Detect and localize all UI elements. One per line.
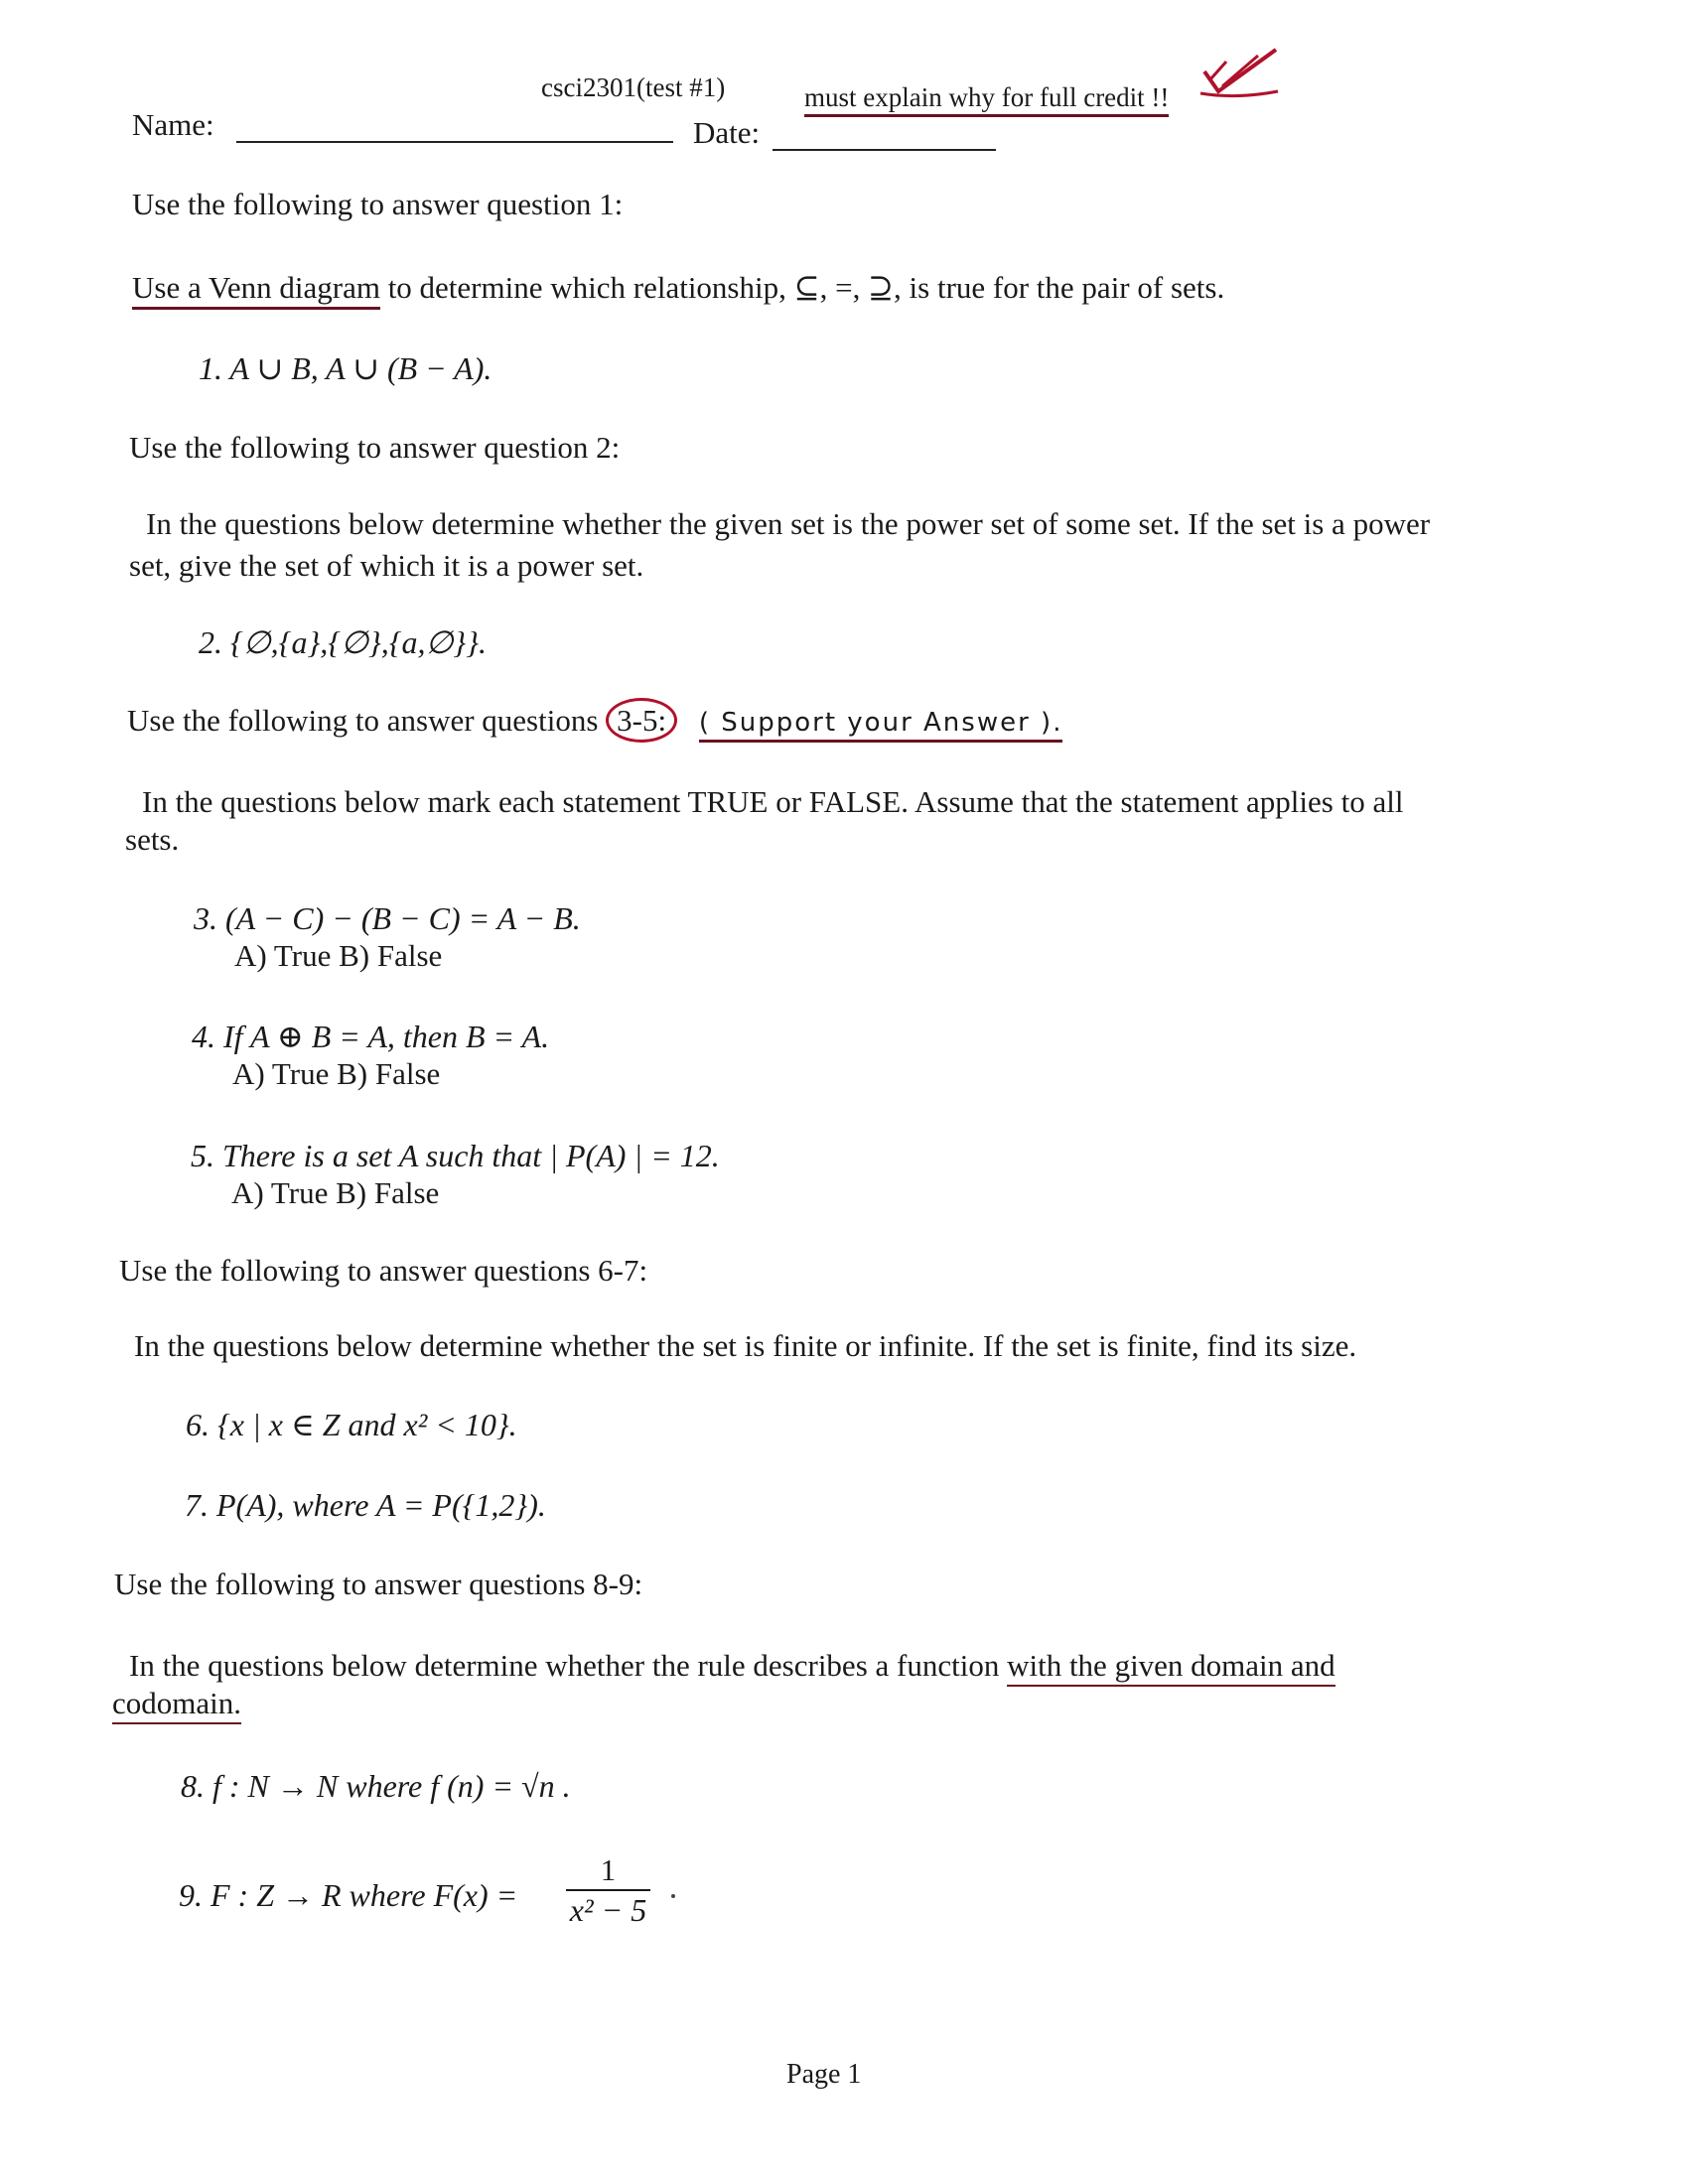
section4-line: In the questions below determine whether the set is finite or infinite. If the set is finite, find its size. [134,1328,1357,1363]
question-7: 7. P(A), where A = P({1,2}). [185,1487,546,1523]
credit-note [804,79,1169,115]
section3-intro-text: Use the following to answer questions [127,703,599,738]
question-4: 4. If A ⊕ B = A, then B = A. [192,1019,550,1054]
question-5-options: A) True B) False [231,1175,440,1210]
name-label: Name: [132,107,214,142]
question-3: 3. (A − C) − (B − C) = A − B. [194,900,581,936]
question-2: 2. {∅,{a},{∅},{a,∅}}. [199,624,487,660]
date-label: Date: [693,115,761,150]
question-4-options: A) True B) False [232,1056,441,1091]
section1-instruction [132,270,1224,306]
section3-intro [127,703,1062,741]
section3-line1: In the questions below mark each statement TRUE or FALSE. Assume that the statement applies to all [142,784,1404,819]
support-answer-note [699,708,1063,738]
venn-diagram-phrase: Use a Venn diagram [132,270,380,310]
section2-intro: Use the following to answer question 2: [129,430,621,465]
stray-dot [671,1894,675,1898]
section1-intro: Use the following to answer question 1: [132,187,624,221]
fraction-denominator: x² − 5 [569,1892,647,1928]
section2-line2: set, give the set of which it is a power set. [129,548,644,583]
section5-line2 [112,1686,241,1721]
section5-intro: Use the following to answer questions 8-9: [114,1567,643,1601]
page-number: Page 1 [786,2059,862,2090]
credit-note-text: must explain why for full credit !! [804,82,1169,117]
question-5: 5. There is a set A such that | P(A) | = 12. [191,1138,720,1173]
given-domain-phrase: with the given domain and [1007,1648,1336,1687]
name-blank [236,141,673,143]
check-mark-icon [1196,42,1286,101]
section3-line2: sets. [125,822,180,857]
section4-intro: Use the following to answer questions 6-7: [119,1253,648,1288]
section2-line1: In the questions below determine whether the given set is the power set of some set. If the set is a power [146,506,1431,541]
date-blank [773,149,996,151]
fraction-numerator: 1 [600,1852,617,1887]
support-answer-text: ( Support your Answer ). [699,708,1063,743]
section1-instruction-rest: to determine which relationship, ⊆, =, ⊇, is true for the pair of sets. [387,270,1225,305]
section5-line1 [129,1648,1336,1684]
question-1: 1. A ∪ B, A ∪ (B − A). [199,350,492,386]
question-3-options: A) True B) False [234,938,443,973]
codomain-word: codomain. [112,1686,241,1724]
section3-range-circled: 3-5: [606,698,677,743]
section5-line1-text: In the questions below determine whether the rule describes a function [129,1648,1000,1683]
question-9-fraction [566,1851,650,1929]
question-6: 6. {x | x ∈ Z and x² < 10}. [186,1407,517,1442]
course-title: csci2301(test #1) [541,72,726,102]
question-8: 8. f : N → N where f (n) = √n . [181,1768,571,1804]
question-9: 9. F : Z → R where F(x) = [179,1877,518,1913]
